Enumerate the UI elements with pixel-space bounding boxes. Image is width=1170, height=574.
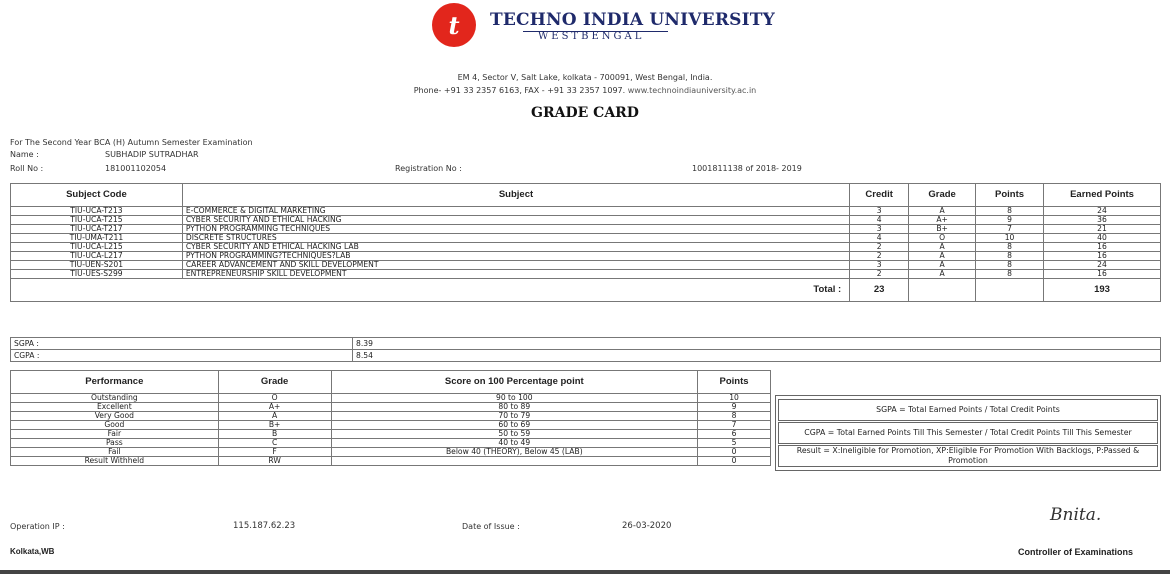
student-name: SUBHADIP SUTRADHAR <box>105 150 199 159</box>
header-grade: Grade <box>909 184 976 207</box>
points-cell: 8 <box>976 252 1044 261</box>
subject-code-cell: TIU-UCA-T217 <box>11 225 183 234</box>
perf-grade-cell: B <box>218 430 331 439</box>
cgpa-value: 8.54 <box>353 350 1161 362</box>
perf-grade-cell: B+ <box>218 421 331 430</box>
performance-cell: Very Good <box>11 412 219 421</box>
grade-cell: A <box>909 243 976 252</box>
perf-points-cell: 0 <box>698 457 771 466</box>
performance-cell: Excellent <box>11 403 219 412</box>
performance-table <box>10 370 771 466</box>
formula-box <box>775 395 1161 471</box>
grade-cell: A <box>909 270 976 279</box>
perf-points-cell: 0 <box>698 448 771 457</box>
earned-points-cell: 16 <box>1044 243 1161 252</box>
university-logo <box>432 3 476 47</box>
header-subject: Subject <box>182 184 849 207</box>
credit-cell: 3 <box>850 207 909 216</box>
subjects-table <box>10 183 1161 302</box>
perf-points-cell: 8 <box>698 412 771 421</box>
header-credit: Credit <box>850 184 909 207</box>
performance-cell: Pass <box>11 439 219 448</box>
perf-grade-cell: O <box>218 394 331 403</box>
total-earned-points: 193 <box>1044 279 1161 302</box>
credit-cell: 3 <box>850 225 909 234</box>
subject-name-cell: PYTHON PROGRAMMING?TECHNIQUES?LAB <box>182 252 849 261</box>
perf-points-cell: 7 <box>698 421 771 430</box>
sgpa-row <box>11 338 1161 350</box>
university-address: EM 4, Sector V, Salt Lake, kolkata - 700091, West Bengal, India. <box>457 73 713 82</box>
cgpa-row <box>11 350 1161 362</box>
perf-grade-cell: F <box>218 448 331 457</box>
table-row <box>11 430 771 439</box>
registration-label: Registration No : <box>395 164 462 173</box>
grade-cell: B+ <box>909 225 976 234</box>
university-state: WESTBENGAL <box>538 31 645 42</box>
table-row <box>11 225 1161 234</box>
score-range-cell: 50 to 59 <box>331 430 698 439</box>
university-contact <box>0 86 1170 95</box>
sgpa-value: 8.39 <box>353 338 1161 350</box>
signatory-title: Controller of Examinations <box>1018 547 1134 557</box>
subject-name-cell: CYBER SECURITY AND ETHICAL HACKING LAB <box>182 243 849 252</box>
points-cell: 8 <box>976 261 1044 270</box>
website-link[interactable]: www.technoindiauniversity.ac.in <box>627 86 757 95</box>
signature: Bnita. <box>1050 505 1102 525</box>
subject-name-cell: E-COMMERCE & DIGITAL MARKETING <box>182 207 849 216</box>
issue-date: 26-03-2020 <box>622 521 672 531</box>
total-points-empty <box>976 279 1044 302</box>
perf-grade-cell: C <box>218 439 331 448</box>
earned-points-cell: 24 <box>1044 207 1161 216</box>
subject-name-cell: ENTREPRENEURSHIP SKILL DEVELOPMENT <box>182 270 849 279</box>
table-row <box>11 243 1161 252</box>
earned-points-cell: 21 <box>1044 225 1161 234</box>
header-points: Points <box>976 184 1044 207</box>
points-cell: 9 <box>976 216 1044 225</box>
points-cell: 8 <box>976 243 1044 252</box>
credit-cell: 4 <box>850 234 909 243</box>
logo-letters: t <box>448 11 460 40</box>
table-row <box>11 234 1161 243</box>
perf-grade-cell: A <box>218 412 331 421</box>
gpa-table <box>10 337 1161 362</box>
score-range-cell: 70 to 79 <box>331 412 698 421</box>
table-row <box>11 403 771 412</box>
subject-code-cell: TIU-UES-S299 <box>11 270 183 279</box>
header-performance: Performance <box>11 371 219 394</box>
cgpa-formula: CGPA = Total Earned Points Till This Semester / Total Credit Points Till This Semester <box>778 422 1158 444</box>
grade-cell: A <box>909 252 976 261</box>
points-cell: 7 <box>976 225 1044 234</box>
table-row <box>11 252 1161 261</box>
table-row <box>11 216 1161 225</box>
name-label: Name : <box>10 150 39 159</box>
subject-code-cell: TIU-UCA-L217 <box>11 252 183 261</box>
ip-label: Operation IP : <box>10 522 65 531</box>
registration-number: 1001811138 of 2018- 2019 <box>692 164 802 173</box>
grade-cell: A <box>909 261 976 270</box>
header-earned-points: Earned Points <box>1044 184 1161 207</box>
performance-cell: Outstanding <box>11 394 219 403</box>
perf-points-cell: 5 <box>698 439 771 448</box>
total-grade-empty <box>909 279 976 302</box>
operation-ip: 115.187.62.23 <box>233 521 296 531</box>
score-range-cell: Below 40 (THEORY), Below 45 (LAB) <box>331 448 698 457</box>
performance-cell: Good <box>11 421 219 430</box>
earned-points-cell: 16 <box>1044 270 1161 279</box>
table-row <box>11 439 771 448</box>
performance-cell: Result Withheld <box>11 457 219 466</box>
subject-code-cell: TIU-UCA-T215 <box>11 216 183 225</box>
points-cell: 8 <box>976 270 1044 279</box>
score-range-cell <box>331 457 698 466</box>
subject-name-cell: PYTHON PROGRAMMING TECHNIQUES <box>182 225 849 234</box>
roll-label: Roll No : <box>10 164 44 173</box>
university-name: TECHNO INDIA UNIVERSITY <box>490 10 775 30</box>
credit-cell: 2 <box>850 243 909 252</box>
sgpa-label: SGPA : <box>11 338 353 350</box>
total-row <box>11 279 1161 302</box>
subjects-header-row <box>11 184 1161 207</box>
earned-points-cell: 40 <box>1044 234 1161 243</box>
header-score: Score on 100 Percentage point <box>331 371 698 394</box>
grade-cell: A+ <box>909 216 976 225</box>
points-cell: 8 <box>976 207 1044 216</box>
credit-cell: 4 <box>850 216 909 225</box>
performance-cell: Fail <box>11 448 219 457</box>
earned-points-cell: 16 <box>1044 252 1161 261</box>
subject-name-cell: CAREER ADVANCEMENT AND SKILL DEVELOPMENT <box>182 261 849 270</box>
total-label: Total : <box>11 279 850 302</box>
table-row <box>11 270 1161 279</box>
total-credit: 23 <box>850 279 909 302</box>
score-range-cell: 40 to 49 <box>331 439 698 448</box>
perf-grade-cell: RW <box>218 457 331 466</box>
credit-cell: 2 <box>850 252 909 261</box>
subject-name-cell: DISCRETE STRUCTURES <box>182 234 849 243</box>
score-range-cell: 60 to 69 <box>331 421 698 430</box>
points-cell: 10 <box>976 234 1044 243</box>
table-row <box>11 394 771 403</box>
sgpa-formula: SGPA = Total Earned Points / Total Credit Points <box>778 399 1158 421</box>
logo-mark-icon <box>432 3 476 47</box>
table-row <box>11 421 771 430</box>
subject-code-cell: TIU-UMA-T211 <box>11 234 183 243</box>
table-row <box>11 448 771 457</box>
grade-cell: O <box>909 234 976 243</box>
table-row <box>11 457 771 466</box>
subject-code-cell: TIU-UCA-L215 <box>11 243 183 252</box>
score-range-cell: 80 to 89 <box>331 403 698 412</box>
phone-fax: Phone- +91 33 2357 6163, FAX - +91 33 2357 1097. <box>413 86 628 95</box>
roll-number: 181001102054 <box>105 164 167 173</box>
credit-cell: 2 <box>850 270 909 279</box>
subject-code-cell: TIU-UCA-T213 <box>11 207 183 216</box>
table-row <box>11 207 1161 216</box>
grade-cell: A <box>909 207 976 216</box>
header-perf-grade: Grade <box>218 371 331 394</box>
performance-cell: Fair <box>11 430 219 439</box>
place: Kolkata,WB <box>10 547 55 556</box>
performance-header-row <box>11 371 771 394</box>
date-label: Date of Issue : <box>462 522 520 531</box>
header-perf-points: Points <box>698 371 771 394</box>
result-legend: Result = X:Ineligible for Promotion, XP:Eligible For Promotion With Backlogs, P:Passed & Promotion <box>778 445 1158 467</box>
exam-description: For The Second Year BCA (H) Autumn Semester Examination <box>10 138 253 147</box>
document-title: GRADE CARD <box>531 105 639 121</box>
table-row <box>11 261 1161 270</box>
header-subject-code: Subject Code <box>11 184 183 207</box>
perf-points-cell: 9 <box>698 403 771 412</box>
table-row <box>11 412 771 421</box>
credit-cell: 3 <box>850 261 909 270</box>
perf-grade-cell: A+ <box>218 403 331 412</box>
perf-points-cell: 10 <box>698 394 771 403</box>
footer-rule <box>0 570 1170 574</box>
earned-points-cell: 24 <box>1044 261 1161 270</box>
subject-name-cell: CYBER SECURITY AND ETHICAL HACKING <box>182 216 849 225</box>
earned-points-cell: 36 <box>1044 216 1161 225</box>
subject-code-cell: TIU-UEN-S201 <box>11 261 183 270</box>
cgpa-label: CGPA : <box>11 350 353 362</box>
score-range-cell: 90 to 100 <box>331 394 698 403</box>
perf-points-cell: 6 <box>698 430 771 439</box>
